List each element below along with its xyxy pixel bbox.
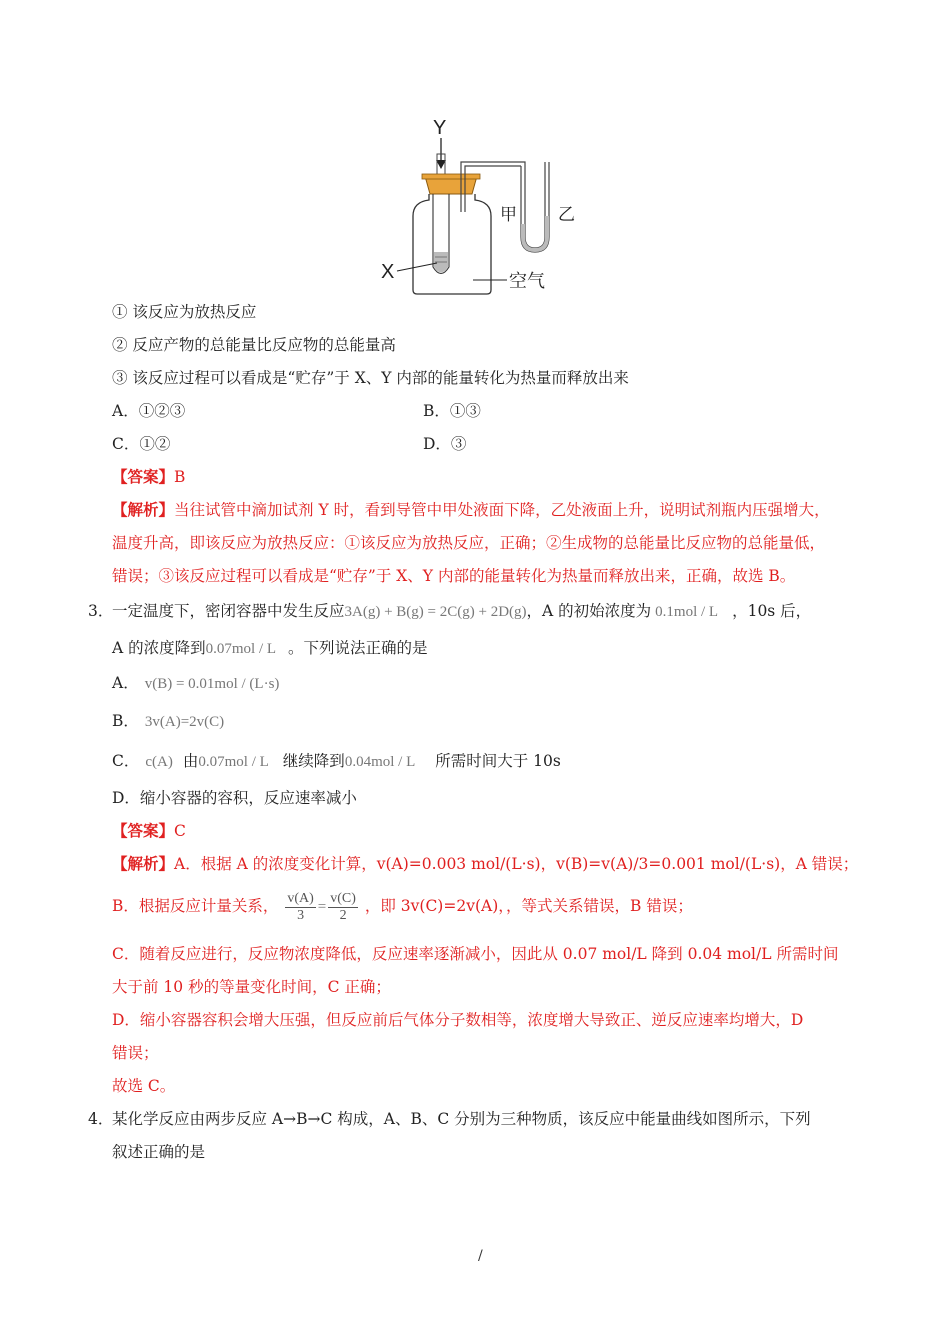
figure-label-y: Y — [433, 117, 447, 139]
q2-analysis-line-2: 温度升高，即该反应为放热反应：①该反应为放热反应，正确；②生成物的总能量比反应物的总能量低， — [112, 534, 826, 552]
q2-option-b: B．①③ — [423, 402, 481, 420]
q3-conclusion: 故选 C。 — [112, 1077, 176, 1095]
q3-stem-line-1: 一定温度下，密闭容器中发生反应3A(g) + B(g) = 2C(g) + 2D(g)，A 的初始浓度为 0.1mol / L ，10s 后， — [112, 600, 811, 623]
after-concentration: 0.07mol / L — [205, 641, 277, 657]
initial-concentration: 0.1mol / L — [655, 604, 719, 620]
q2-option-c: C．①② — [112, 435, 171, 453]
q3-option-b: B． 3v(A)=2v(C) — [112, 712, 225, 730]
figure-label-x: X — [381, 261, 395, 283]
q3-option-c: C． c(A) 由0.07mol / L 继续降到0.04mol / L 所需时间大于 10s — [112, 752, 561, 770]
q4-stem-line-1: 某化学反应由两步反应 A→B→C 构成，A、B、C 分别为三种物质，该反应中能量曲线如图所示，下列 — [112, 1110, 811, 1128]
q3-option-a: A． v(B) = 0.01mol / (L·s) — [112, 674, 280, 692]
q3-number: 3． — [88, 602, 114, 620]
q2-option-d: D．③ — [423, 435, 467, 453]
q3-analysis-a: 【解析】A．根据 A 的浓度变化计算，v(A)=0.003 mol/(L·s)，v(B)=v(A)/3=0.001 mol/(L·s)，A 错误； — [112, 854, 859, 873]
reagent-bottle — [413, 194, 491, 294]
q2-statement-3: ③ 该反应过程可以看成是“贮存”于 X、Y 内部的能量转化为热量而释放出来 — [112, 369, 629, 387]
figure-label-jia: 甲 — [500, 205, 517, 225]
q3-stem-line-2: A 的浓度降到0.07mol / L 。下列说法正确的是 — [112, 637, 428, 660]
q2-statement-1: ① 该反应为放热反应 — [112, 303, 257, 321]
figure-label-air: 空气 — [509, 271, 545, 292]
figure-label-yi: 乙 — [558, 205, 575, 225]
q4-number: 4． — [88, 1110, 114, 1128]
q2-answer: 【答案】B — [112, 467, 186, 486]
reaction-equation: 3A(g) + B(g) = 2C(g) + 2D(g) — [344, 604, 527, 620]
fraction-vc-over-2: $\frac{v(C)}{2}$ — [330, 890, 356, 923]
q2-analysis-line-3: 错误；③该反应过程可以看成是“贮存”于 X、Y 内部的能量转化为热量而释放出来，正确，故选 B。 — [112, 567, 796, 585]
q3-analysis-d-line-1: D．缩小容器容积会增大压强，但反应前后气体分子数相等，浓度增大导致正、逆反应速率均增大，D — [112, 1011, 804, 1029]
q2-analysis-line-1: 【解析】当往试管中滴加试剂 Y 时，看到导管中甲处液面下降，乙处液面上升，说明试剂瓶内压强增大， — [112, 500, 830, 519]
q4-stem-line-2: 叙述正确的是 — [112, 1143, 206, 1161]
q3-answer: 【答案】C — [112, 821, 186, 840]
q3-analysis-d-line-2: 错误； — [112, 1044, 159, 1062]
q3-analysis-b: B．根据反应计量关系， $\frac{v(A)}{3}$ = $\frac{v(C)}{2}$ ，即 3v(C)=2v(A)，，等式关系错误，B 错误； — [112, 890, 693, 923]
q3-option-d: D．缩小容器的容积，反应速率减小 — [112, 789, 357, 807]
apparatus-figure — [375, 112, 605, 297]
q3-analysis-c-line-1: C．随着反应进行，反应物浓度降低，反应速率逐渐减小，因此从 0.07 mol/L 降到 0.04 mol/L 所需时间 — [112, 945, 839, 963]
q2-statement-2: ② 反应产物的总能量比反应物的总能量高 — [112, 336, 396, 354]
fraction-va-over-3: $\frac{v(A)}{3}$ — [287, 890, 314, 923]
q3-analysis-c-line-2: 大于前 10 秒的等量变化时间，C 正确； — [112, 978, 391, 996]
page-footer-mark: / — [478, 1248, 483, 1264]
q2-option-a: A．①②③ — [112, 402, 186, 420]
